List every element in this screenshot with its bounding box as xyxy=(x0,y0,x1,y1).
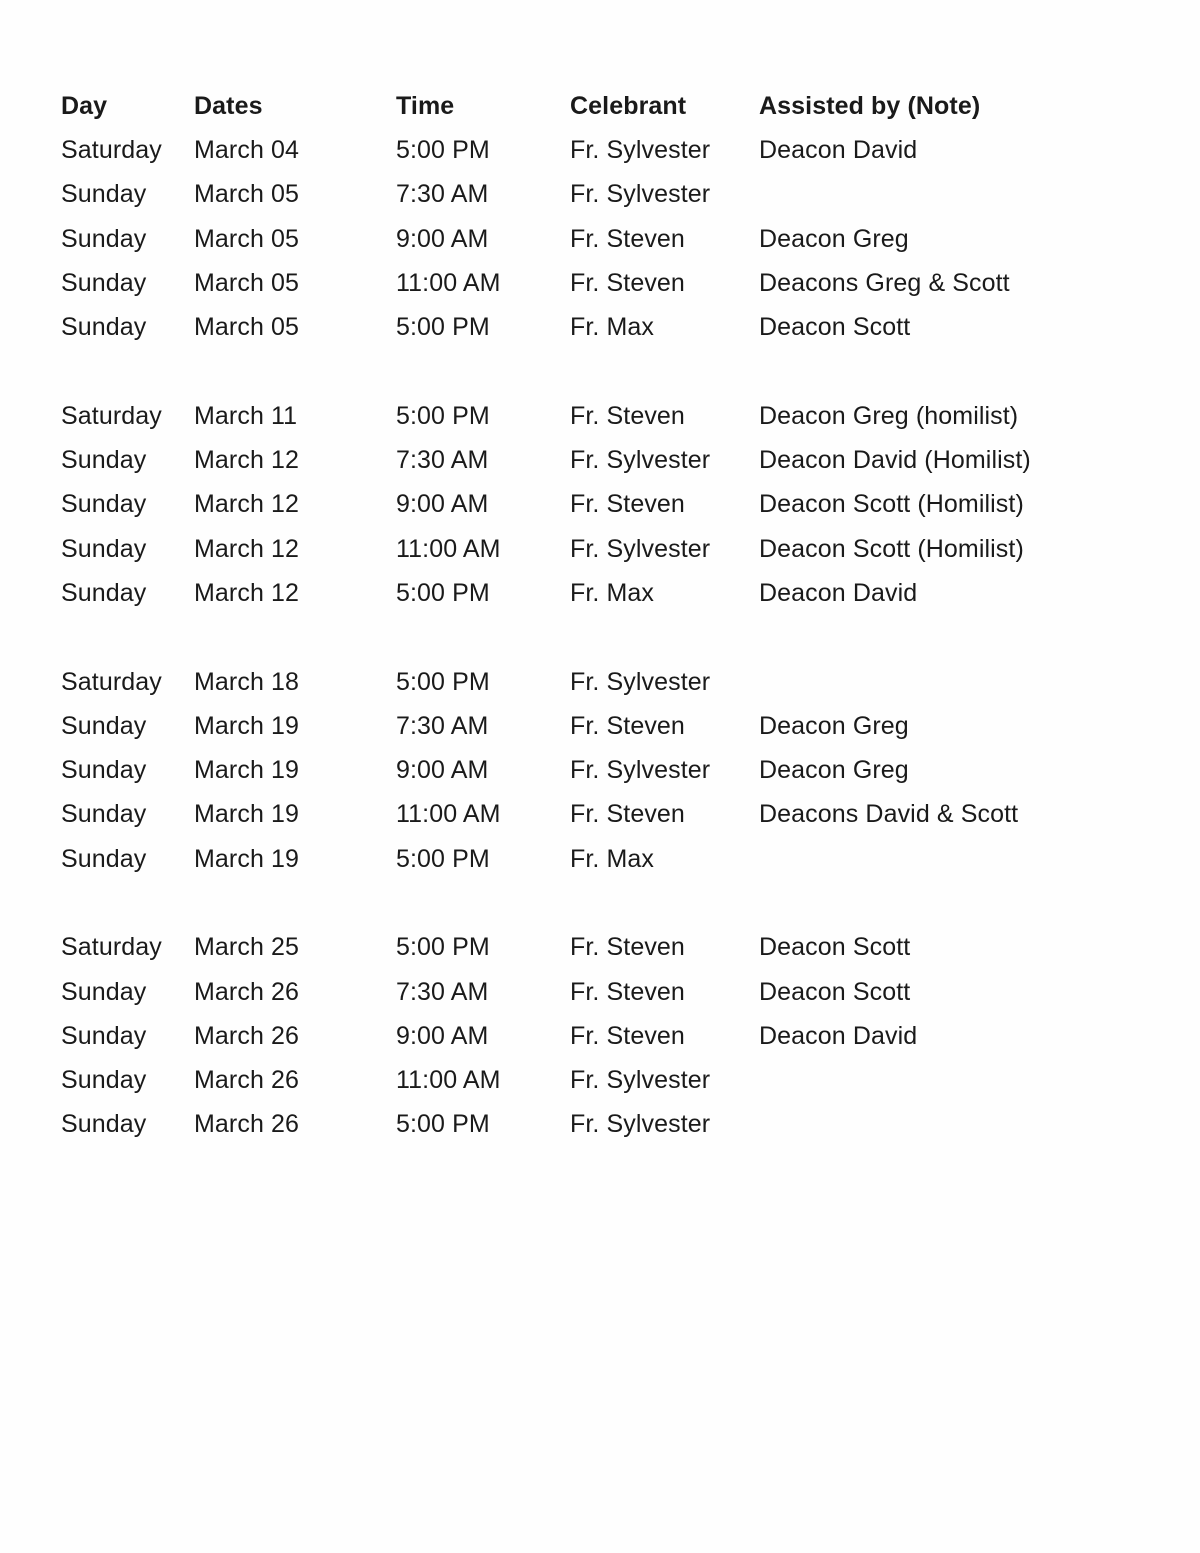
cell-assisted-by: Deacon Scott xyxy=(759,313,911,342)
cell-day: Sunday xyxy=(61,711,147,740)
cell-time: 9:00 AM xyxy=(396,490,489,519)
cell-time: 5:00 PM xyxy=(396,667,490,696)
cell-assisted-by: Deacon David (Homilist) xyxy=(759,446,1031,475)
cell-date: March 19 xyxy=(194,844,300,873)
cell-date: March 25 xyxy=(194,933,300,962)
cell-date: March 26 xyxy=(194,1066,300,1095)
cell-time: 11:00 AM xyxy=(396,268,501,297)
table-row xyxy=(61,660,1141,704)
cell-assisted-by: Deacon Greg (homilist) xyxy=(759,401,1019,430)
cell-time: 11:00 AM xyxy=(396,1066,501,1095)
cell-date: March 05 xyxy=(194,224,300,253)
cell-day: Saturday xyxy=(61,401,162,430)
cell-day: Saturday xyxy=(61,135,162,164)
table-row xyxy=(61,217,1141,261)
cell-celebrant: Fr. Sylvester xyxy=(570,534,711,563)
group-spacer xyxy=(61,616,1141,660)
cell-celebrant: Fr. Steven xyxy=(570,401,685,430)
cell-date: March 04 xyxy=(194,135,300,164)
table-row xyxy=(61,527,1141,571)
cell-assisted-by: Deacon David xyxy=(759,135,918,164)
table-row xyxy=(61,748,1141,792)
cell-assisted-by: Deacon Scott (Homilist) xyxy=(759,490,1024,519)
cell-day: Sunday xyxy=(61,224,147,253)
cell-date: March 19 xyxy=(194,756,300,785)
cell-time: 5:00 PM xyxy=(396,401,490,430)
cell-date: March 05 xyxy=(194,268,300,297)
cell-celebrant: Fr. Max xyxy=(570,578,655,607)
cell-celebrant: Fr. Steven xyxy=(570,490,685,519)
cell-celebrant: Fr. Steven xyxy=(570,800,685,829)
cell-time: 5:00 PM xyxy=(396,578,490,607)
cell-celebrant: Fr. Steven xyxy=(570,711,685,740)
cell-celebrant: Fr. Steven xyxy=(570,977,685,1006)
cell-time: 7:30 AM xyxy=(396,977,489,1006)
cell-celebrant: Fr. Steven xyxy=(570,933,685,962)
cell-date: March 12 xyxy=(194,534,300,563)
table-row xyxy=(61,1103,1141,1147)
cell-date: March 26 xyxy=(194,977,300,1006)
cell-celebrant: Fr. Sylvester xyxy=(570,180,711,209)
group-spacer xyxy=(61,350,1141,394)
cell-day: Saturday xyxy=(61,667,162,696)
cell-day: Sunday xyxy=(61,1021,147,1050)
cell-time: 9:00 AM xyxy=(396,756,489,785)
table-row xyxy=(61,571,1141,615)
cell-celebrant: Fr. Steven xyxy=(570,1021,685,1050)
cell-day: Sunday xyxy=(61,800,147,829)
table-row xyxy=(61,1014,1141,1058)
cell-day: Saturday xyxy=(61,933,162,962)
cell-celebrant: Fr. Steven xyxy=(570,224,685,253)
cell-day: Sunday xyxy=(61,578,147,607)
cell-day: Sunday xyxy=(61,534,147,563)
table-row xyxy=(61,926,1141,970)
header-time: Time xyxy=(396,91,455,120)
table-row xyxy=(61,793,1141,837)
cell-date: March 18 xyxy=(194,667,300,696)
cell-celebrant: Fr. Sylvester xyxy=(570,756,711,785)
cell-celebrant: Fr. Sylvester xyxy=(570,135,711,164)
cell-time: 7:30 AM xyxy=(396,446,489,475)
cell-celebrant: Fr. Max xyxy=(570,844,655,873)
table-row xyxy=(61,128,1141,172)
cell-assisted-by: Deacons David & Scott xyxy=(759,800,1019,829)
cell-day: Sunday xyxy=(61,756,147,785)
cell-time: 7:30 AM xyxy=(396,180,489,209)
table-row xyxy=(61,394,1141,438)
cell-day: Sunday xyxy=(61,490,147,519)
table-row xyxy=(61,261,1141,305)
cell-date: March 19 xyxy=(194,800,300,829)
cell-time: 9:00 AM xyxy=(396,224,489,253)
cell-celebrant: Fr. Sylvester xyxy=(570,1110,711,1139)
cell-time: 11:00 AM xyxy=(396,534,501,563)
cell-time: 11:00 AM xyxy=(396,800,501,829)
cell-time: 7:30 AM xyxy=(396,711,489,740)
cell-celebrant: Fr. Steven xyxy=(570,268,685,297)
cell-date: March 05 xyxy=(194,180,300,209)
cell-day: Sunday xyxy=(61,313,147,342)
cell-celebrant: Fr. Max xyxy=(570,313,655,342)
cell-time: 5:00 PM xyxy=(396,135,490,164)
cell-celebrant: Fr. Sylvester xyxy=(570,667,711,696)
table-body xyxy=(61,128,1141,1147)
cell-day: Sunday xyxy=(61,977,147,1006)
header-assisted-by: Assisted by (Note) xyxy=(759,91,981,120)
cell-time: 5:00 PM xyxy=(396,844,490,873)
cell-date: March 11 xyxy=(194,401,298,430)
cell-date: March 26 xyxy=(194,1110,300,1139)
cell-date: March 26 xyxy=(194,1021,300,1050)
table-row xyxy=(61,1059,1141,1103)
cell-time: 5:00 PM xyxy=(396,933,490,962)
cell-date: March 12 xyxy=(194,490,300,519)
cell-date: March 12 xyxy=(194,578,300,607)
cell-date: March 05 xyxy=(194,313,300,342)
table-row xyxy=(61,704,1141,748)
cell-assisted-by: Deacon Greg xyxy=(759,711,909,740)
header-celebrant: Celebrant xyxy=(570,91,687,120)
cell-assisted-by: Deacon Scott (Homilist) xyxy=(759,534,1024,563)
cell-assisted-by: Deacons Greg & Scott xyxy=(759,268,1010,297)
cell-time: 9:00 AM xyxy=(396,1021,489,1050)
cell-day: Sunday xyxy=(61,1110,147,1139)
table-row xyxy=(61,483,1141,527)
cell-assisted-by: Deacon David xyxy=(759,578,918,607)
table-row xyxy=(61,173,1141,217)
table-row xyxy=(61,970,1141,1014)
cell-assisted-by: Deacon Greg xyxy=(759,224,909,253)
cell-date: March 19 xyxy=(194,711,300,740)
cell-celebrant: Fr. Sylvester xyxy=(570,1066,711,1095)
cell-assisted-by: Deacon David xyxy=(759,1021,918,1050)
cell-day: Sunday xyxy=(61,268,147,297)
table-row xyxy=(61,438,1141,482)
cell-time: 5:00 PM xyxy=(396,1110,490,1139)
cell-day: Sunday xyxy=(61,844,147,873)
cell-celebrant: Fr. Sylvester xyxy=(570,446,711,475)
cell-assisted-by: Deacon Scott xyxy=(759,933,911,962)
table-row xyxy=(61,837,1141,881)
group-spacer xyxy=(61,881,1141,925)
cell-day: Sunday xyxy=(61,180,147,209)
cell-date: March 12 xyxy=(194,446,300,475)
cell-day: Sunday xyxy=(61,446,147,475)
table-header-row xyxy=(61,84,1141,128)
cell-day: Sunday xyxy=(61,1066,147,1095)
cell-assisted-by: Deacon Scott xyxy=(759,977,911,1006)
cell-time: 5:00 PM xyxy=(396,313,490,342)
header-dates: Dates xyxy=(194,91,263,120)
header-day: Day xyxy=(61,91,108,120)
mass-schedule-table xyxy=(61,84,1141,1147)
table-row xyxy=(61,305,1141,349)
cell-assisted-by: Deacon Greg xyxy=(759,756,909,785)
